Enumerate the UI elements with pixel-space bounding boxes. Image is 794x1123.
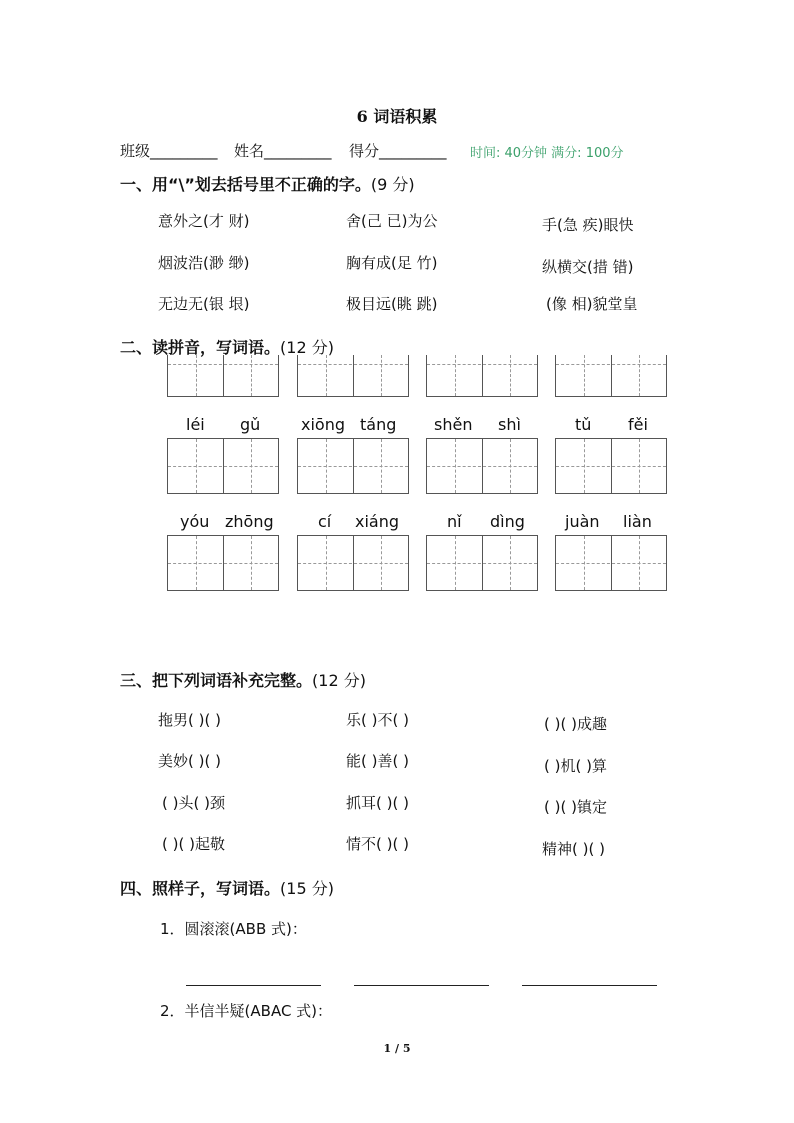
pinyin: cí [318, 512, 332, 531]
section1-title [120, 172, 415, 195]
writing-grid[interactable] [426, 355, 538, 397]
s1-item: 纵横交(措 错) [542, 258, 634, 276]
s3-item: 能( )善( ) [346, 752, 409, 770]
writing-grid[interactable] [426, 535, 538, 591]
writing-grid[interactable] [555, 535, 667, 591]
section3-title [120, 668, 366, 691]
s3-item: ( )( )成趣 [544, 715, 607, 733]
s3-item: 精神( )( ) [542, 840, 605, 858]
section4-title-text: 四、照样子，写词语。 [120, 879, 281, 898]
writing-grid[interactable] [555, 355, 667, 397]
s1-item: 烟波浩(渺 缈) [158, 254, 250, 272]
answer-line[interactable] [522, 985, 657, 986]
s3-item: 美妙( )( ) [158, 752, 221, 770]
writing-grid[interactable] [167, 355, 279, 397]
writing-grid[interactable] [555, 438, 667, 494]
section3-title-text: 三、把下列词语补充完整。 [120, 671, 313, 690]
page-title: 6 词语积累 [356, 107, 438, 126]
answer-line[interactable] [186, 985, 321, 986]
s1-item: 舍(己 已)为公 [346, 212, 438, 230]
score-field: 得分_________ [349, 142, 447, 160]
section2-score: (12 分) [280, 338, 334, 357]
page-number: 1 / 5 [383, 1042, 411, 1055]
pinyin: liàn [623, 512, 652, 531]
s1-item: 手(急 疾)眼快 [542, 216, 634, 234]
class-field: 班级_________ [120, 142, 218, 160]
writing-grid[interactable] [297, 438, 409, 494]
s1-item: 胸有成(足 竹) [346, 254, 438, 272]
s1-item: 意外之(才 财) [158, 212, 250, 230]
pinyin: léi [186, 415, 205, 434]
pinyin: juàn [565, 512, 600, 531]
writing-grid[interactable] [167, 438, 279, 494]
s1-item: 极目远(眺 跳) [346, 295, 438, 313]
pinyin: shì [498, 415, 521, 434]
writing-grid[interactable] [297, 355, 409, 397]
pinyin: xiáng [355, 512, 400, 531]
section4-score: (15 分) [280, 879, 334, 898]
s3-item: 乐( )不( ) [346, 711, 409, 729]
pinyin: gǔ [240, 415, 261, 434]
pinyin: fěi [628, 415, 648, 434]
section2-title-text: 二、读拼音，写词语。 [120, 338, 281, 357]
writing-grid[interactable] [167, 535, 279, 591]
writing-grid[interactable] [426, 438, 538, 494]
s3-item: ( )头( )颈 [162, 794, 225, 812]
pinyin: shěn [434, 415, 473, 434]
s3-item: 情不( )( ) [346, 835, 409, 853]
section4-title [120, 876, 334, 899]
pinyin: dìng [490, 512, 525, 531]
answer-line[interactable] [354, 985, 489, 986]
s3-item: 拖男( )( ) [158, 711, 221, 729]
section1-title-text: 一、用“\”划去括号里不正确的字。 [120, 175, 371, 194]
name-field: 姓名_________ [234, 142, 332, 160]
s3-item: ( )( )起敬 [162, 835, 225, 853]
s4-question-1: 1．圆滚滚(ABB 式)： [160, 920, 307, 938]
pinyin: tǔ [575, 415, 592, 434]
section3-score: (12 分) [312, 671, 366, 690]
pinyin: zhōng [225, 512, 274, 531]
pinyin: xiōng [301, 415, 345, 434]
writing-grid[interactable] [297, 535, 409, 591]
s4-question-2: 2．半信半疑(ABAC 式)： [160, 1002, 333, 1020]
pinyin: yóu [180, 512, 210, 531]
s3-item: 抓耳( )( ) [346, 794, 409, 812]
time-info: 时间: 40分钟 满分: 100分 [470, 146, 624, 161]
pinyin: nǐ [447, 512, 462, 531]
pinyin: táng [360, 415, 397, 434]
section1-score: (9 分) [370, 175, 415, 194]
s1-item: (像 相)貌堂皇 [546, 295, 638, 313]
s3-item: ( )机( )算 [544, 757, 607, 775]
s3-item: ( )( )镇定 [544, 798, 607, 816]
s1-item: 无边无(银 垠) [158, 295, 250, 313]
